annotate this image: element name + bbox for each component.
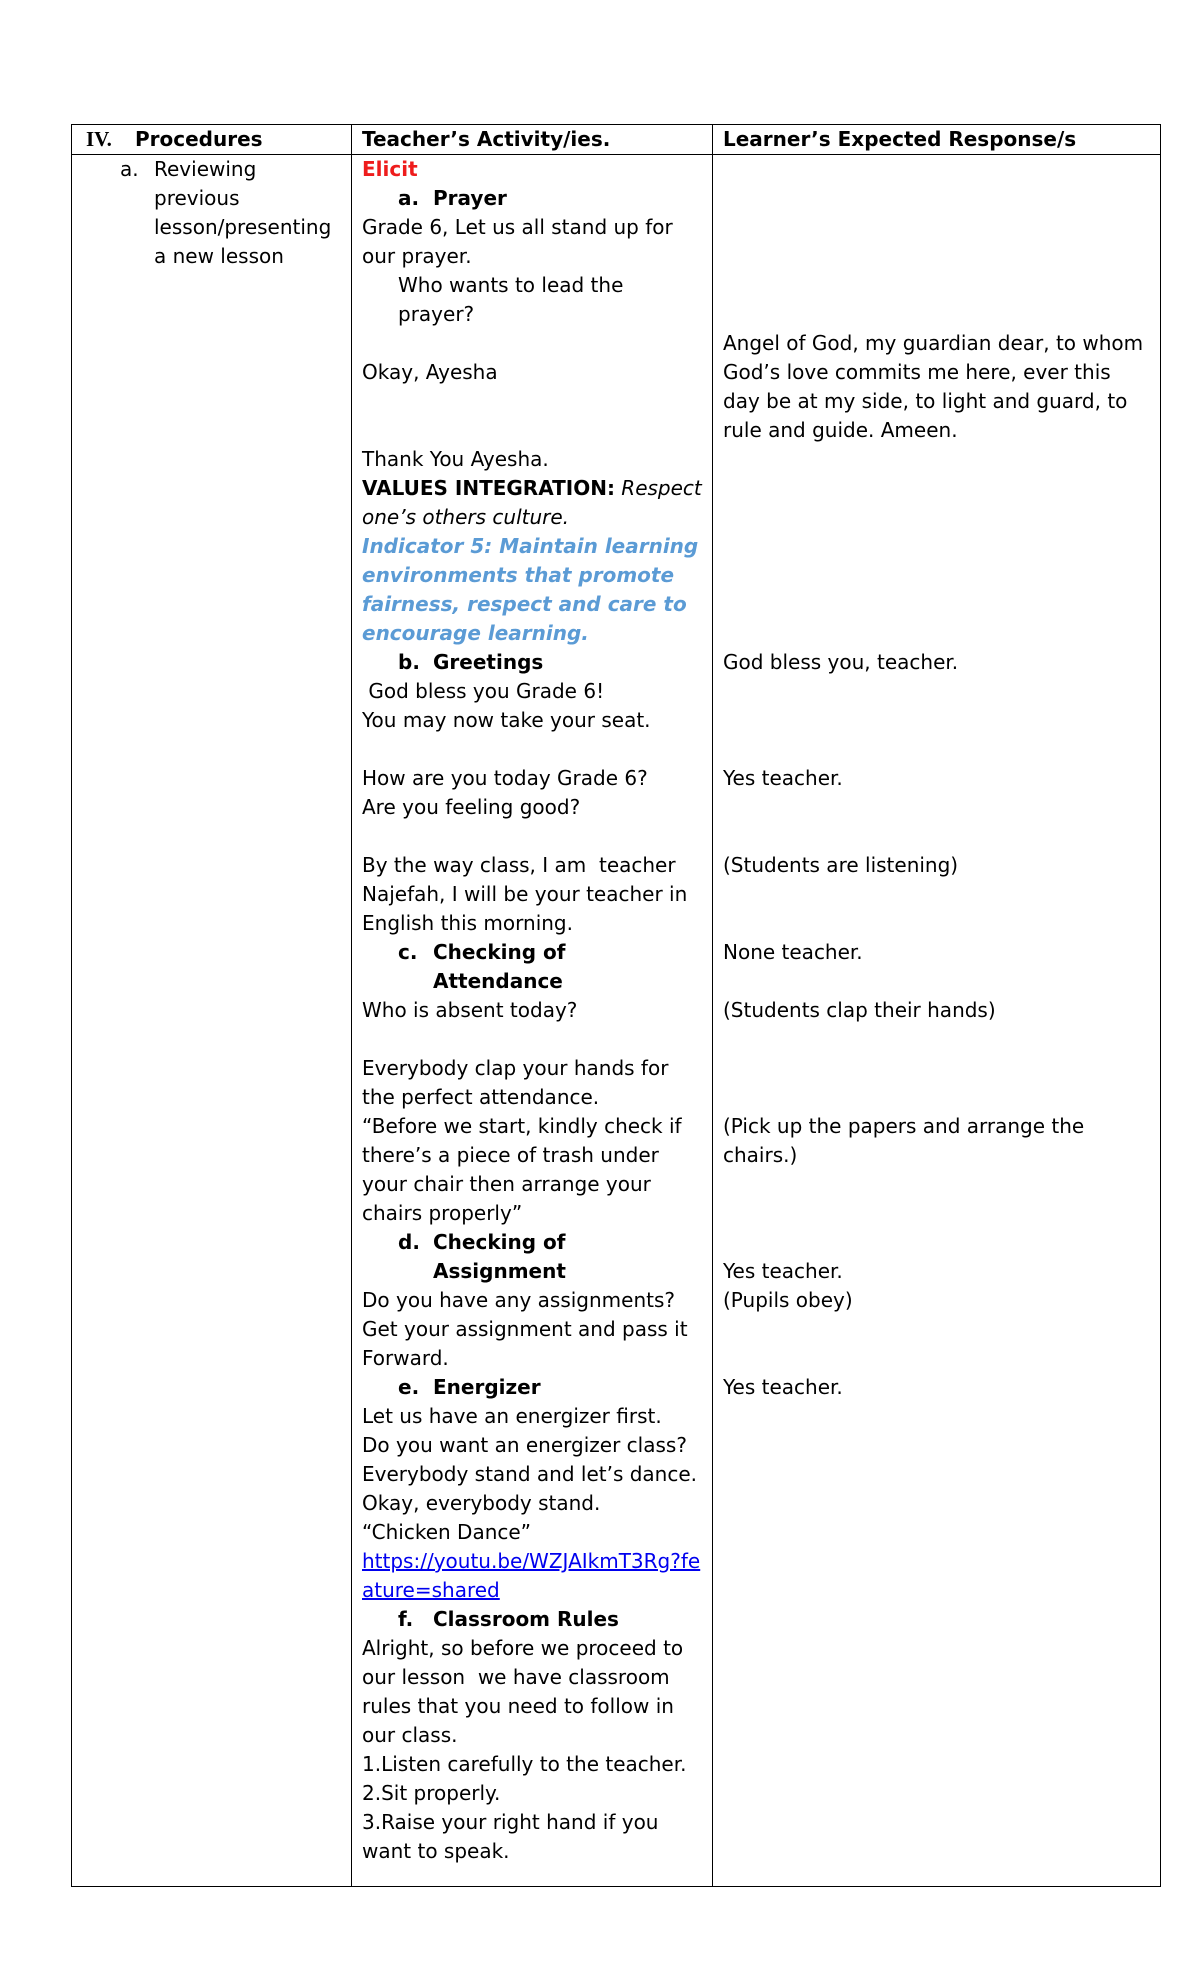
learner-yes-3: Yes teacher. [723, 1375, 843, 1399]
values-integration [362, 474, 709, 532]
values-text: Respect one’s others culture. [362, 476, 709, 529]
energizer-line-2: Do you want an energizer class? [362, 1433, 687, 1457]
table-body-row [72, 155, 1161, 1887]
learner-prayer: Angel of God, my guardian dear, to whom God’s love commits me here, ever this day be at my side, to light and guard, to rule and guide. Ameen. [723, 331, 1150, 442]
rule-2: 2.Sit properly. [362, 1781, 501, 1805]
rules-intro: Alright, so before we proceed to our lesson we have classroom rules that you need to follow in our class. [362, 1636, 690, 1747]
rules-marker: f. [398, 1607, 414, 1631]
prayer-heading [362, 184, 702, 213]
energizer-title: Energizer [433, 1375, 541, 1399]
learner-obey: (Pupils obey) [723, 1288, 853, 1312]
greeting-line: God bless you Grade 6! [362, 679, 605, 703]
prayer-title: Prayer [433, 186, 507, 210]
assignment-title: Checking of Assignment [433, 1230, 573, 1283]
learner-greeting: God bless you, teacher. [723, 650, 959, 674]
procedures-table [71, 124, 1161, 1887]
absent-question: Who is absent today? [362, 998, 578, 1022]
procedure-label: Reviewing previous lesson/presenting a new lesson [154, 157, 332, 268]
greetings-marker: b. [398, 650, 420, 674]
energizer-line-4: Okay, everybody stand. [362, 1491, 601, 1515]
take-seat-line: You may now take your seat. [362, 708, 651, 732]
elicit-heading: Elicit [362, 157, 418, 181]
table-header-row [72, 125, 1161, 155]
attendance-heading [362, 938, 702, 996]
procedure-marker: a. [120, 157, 139, 181]
greetings-heading [362, 648, 702, 677]
learner-clap: (Students clap their hands) [723, 998, 996, 1022]
energizer-line-1: Let us have an energizer first. [362, 1404, 662, 1428]
any-assignment-question: Do you have any assignments? [362, 1288, 676, 1312]
rules-title: Classroom Rules [433, 1607, 619, 1631]
prayer-question: Who wants to lead the prayer? [398, 273, 630, 326]
learner-none: None teacher. [723, 940, 863, 964]
assignment-heading [362, 1228, 702, 1286]
assignment-marker: d. [398, 1230, 420, 1254]
header-procedures-label: Procedures [135, 127, 263, 151]
header-procedures [72, 125, 352, 155]
greetings-title: Greetings [433, 650, 544, 674]
learner-response-cell [713, 155, 1161, 1887]
learner-pickup: (Pick up the papers and arrange the chairs.) [723, 1114, 1091, 1167]
teacher-intro: By the way class, I am teacher Najefah, I will be your teacher in English this morning. [362, 853, 694, 935]
chicken-dance-title: “Chicken Dance” [362, 1520, 532, 1544]
rule-1: 1.Listen carefully to the teacher. [362, 1752, 687, 1776]
youtube-link[interactable]: https://youtu.be/WZJAIkmT3Rg?feature=shared [362, 1549, 701, 1602]
energizer-heading [362, 1373, 702, 1402]
pass-assignment-line: Get your assignment and pass it Forward. [362, 1317, 694, 1370]
procedures-cell [72, 155, 352, 1887]
attendance-title: Checking of Attendance [433, 940, 573, 993]
teacher-activity-cell [352, 155, 713, 1887]
header-learner-response: Learner’s Expected Response/s [713, 125, 1161, 155]
feeling-good-line: Are you feeling good? [362, 795, 581, 819]
learner-yes-1: Yes teacher. [723, 766, 843, 790]
okay-ayesha: Okay, Ayesha [362, 360, 498, 384]
trash-instruction: “Before we start, kindly check if there’s a piece of trash under your chair then arrange your chairs properly” [362, 1114, 688, 1225]
learner-yes-2: Yes teacher. [723, 1259, 843, 1283]
values-label: VALUES INTEGRATION: [362, 476, 615, 500]
energizer-line-3: Everybody stand and let’s dance. [362, 1462, 698, 1486]
rule-3: 3.Raise your right hand if you want to speak. [362, 1810, 665, 1863]
energizer-marker: e. [398, 1375, 420, 1399]
how-are-you-line: How are you today Grade 6? [362, 766, 648, 790]
learner-listening: (Students are listening) [723, 853, 959, 877]
rules-heading [362, 1605, 702, 1634]
section-roman-numeral: IV. [86, 127, 112, 151]
prayer-marker: a. [398, 186, 420, 210]
procedure-item [82, 155, 341, 271]
prayer-instruction: Grade 6, Let us all stand up for our prayer. [362, 215, 680, 268]
indicator-text: Indicator 5: Maintain learning environments that promote fairness, respect and care to encourage learning. [362, 534, 706, 645]
clap-instruction: Everybody clap your hands for the perfect attendance. [362, 1056, 675, 1109]
thank-you-ayesha: Thank You Ayesha. [362, 447, 549, 471]
attendance-marker: c. [398, 940, 418, 964]
header-teacher-activity: Teacher’s Activity/ies. [352, 125, 713, 155]
